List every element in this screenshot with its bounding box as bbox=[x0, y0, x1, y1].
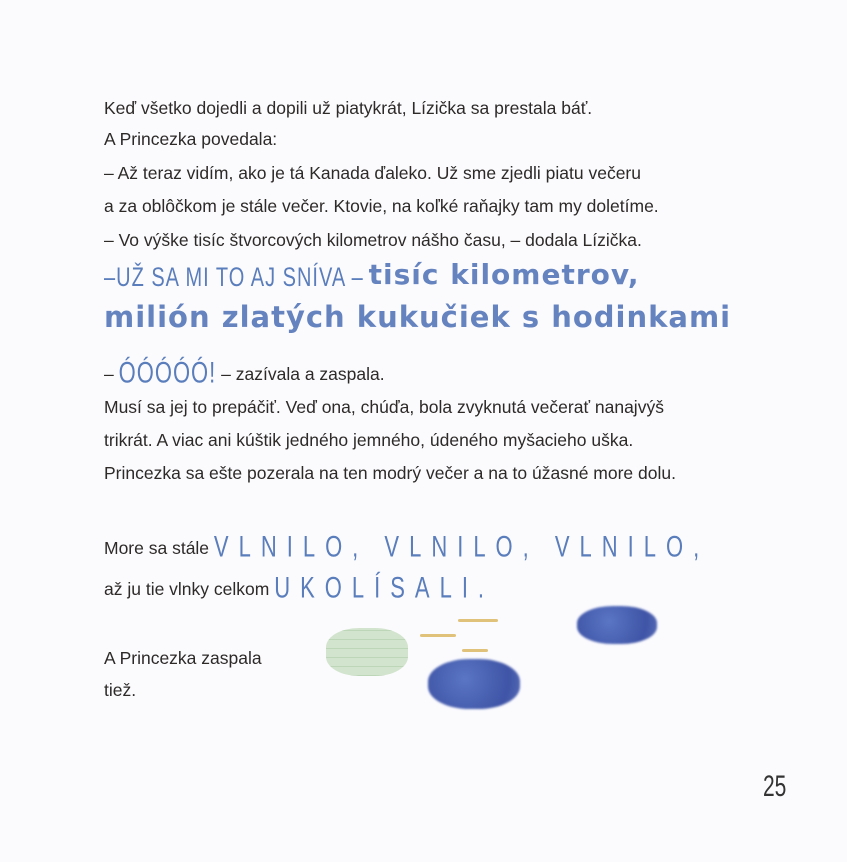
yawn: ÓÓÓÓÓ! bbox=[118, 355, 217, 390]
sea-line-2 bbox=[104, 570, 495, 605]
blue-cloud-illustration bbox=[577, 606, 657, 644]
wave-text: VLNILO, VLNILO, VLNILO, bbox=[213, 529, 710, 564]
sea-line-1 bbox=[104, 529, 710, 564]
text-line: A Princezka zaspala bbox=[104, 648, 262, 668]
text-line: trikrát. A viac ani kúštik jedného jemného, údeného myšacieho uška. bbox=[104, 430, 634, 450]
gold-stroke bbox=[420, 634, 456, 637]
yawn-line bbox=[104, 355, 385, 390]
text-line: a za oblôčkom je stále večer. Ktovie, na koľké raňajky tam my doletíme. bbox=[104, 196, 659, 216]
text-line: Princezka sa ešte pozerala na ten modrý večer a na to úžasné more dolu. bbox=[104, 463, 676, 483]
yawn-after: – zazívala a zaspala. bbox=[221, 364, 385, 384]
dream-prefix: –UŽ SA MI TO AJ SNÍVA – bbox=[104, 263, 364, 293]
dash: – bbox=[104, 364, 114, 384]
dream-big-1: tisíc kilometrov, bbox=[368, 258, 640, 291]
text-line: – Vo výške tisíc štvorcových kilometrov nášho času, – dodala Lízička. bbox=[104, 230, 642, 250]
page-number: 25 bbox=[763, 770, 787, 803]
text-line: Musí sa jej to prepáčiť. Veď ona, chúďa, bola zvyknutá večerať nanajvýš bbox=[104, 397, 664, 417]
sea-text: More sa stále bbox=[104, 538, 210, 558]
green-cloud-illustration bbox=[326, 628, 408, 676]
text-line: A Princezka povedala: bbox=[104, 129, 278, 149]
text-line: – Až teraz vidím, ako je tá Kanada ďaleko. Už sme zjedli piatu večeru bbox=[104, 163, 641, 183]
dream-line-1 bbox=[104, 258, 640, 293]
dream-big-2: milión zlatých kukučiek s hodinkami bbox=[104, 300, 732, 334]
rocked-text: UKOLÍSALI. bbox=[274, 570, 495, 605]
blue-cloud-illustration bbox=[428, 659, 520, 709]
text-line: Keď všetko dojedli a dopili už piatykrát, Lízička sa prestala báť. bbox=[104, 98, 593, 118]
gold-stroke bbox=[458, 619, 498, 622]
dream-line-2 bbox=[104, 300, 732, 334]
text-line: tiež. bbox=[104, 680, 137, 700]
gold-stroke bbox=[462, 649, 488, 652]
sea-text: až ju tie vlnky celkom bbox=[104, 579, 270, 599]
